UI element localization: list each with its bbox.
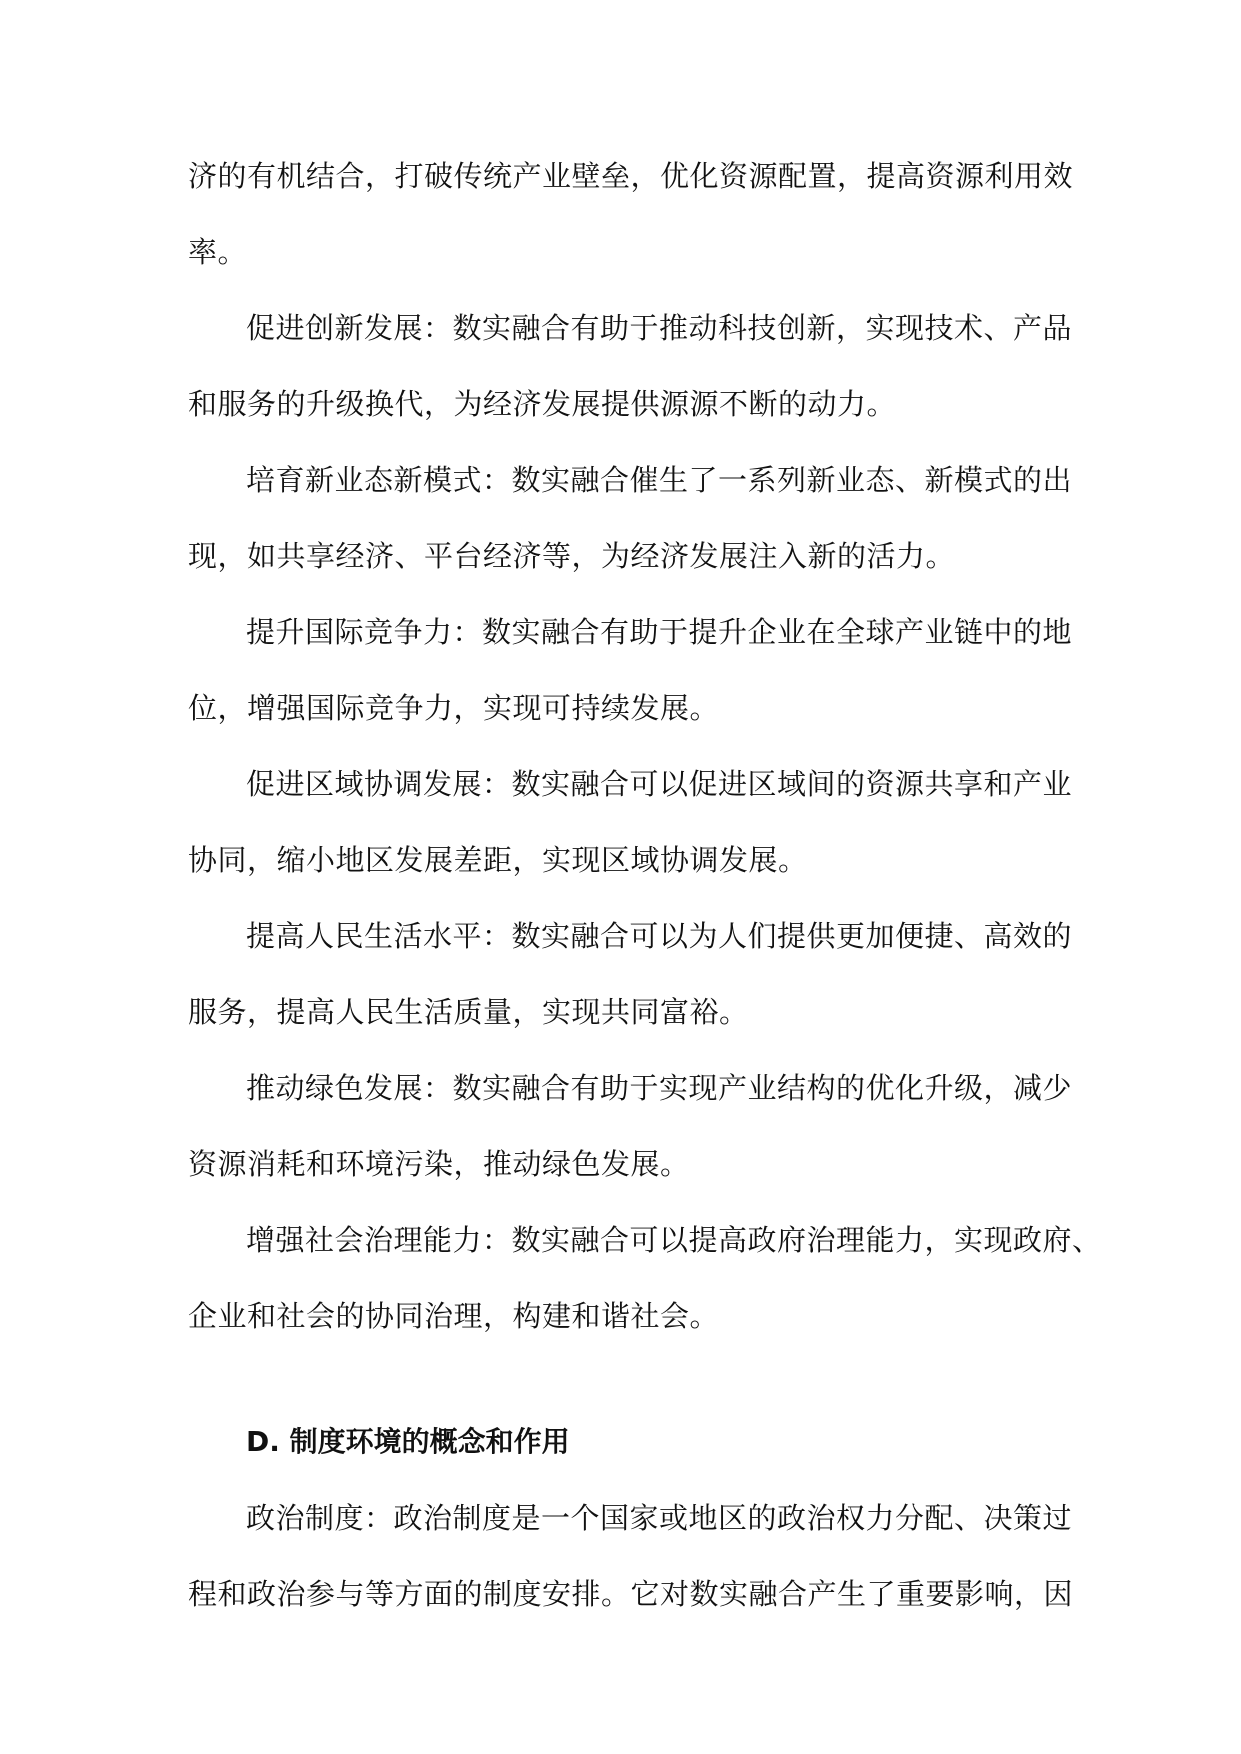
section-spacer [188, 1354, 1058, 1404]
section-paragraph-line-2: 程和政治参与等方面的制度安排。它对数实融合产生了重要影响，因 [188, 1577, 1074, 1611]
paragraph-6-line-1: 推动绿色发展：数实融合有助于实现产业结构的优化升级，减少 [246, 1071, 1073, 1105]
paragraph-7-line-2: 企业和社会的协同治理，构建和谐社会。 [188, 1299, 720, 1333]
section-heading: D. 制度环境的概念和作用 [246, 1425, 570, 1458]
paragraph-3-line-1: 提升国际竞争力：数实融合有助于提升企业在全球产业链中的地 [246, 615, 1073, 649]
paragraph-intro-line-2: 率。 [188, 235, 248, 269]
paragraph-1-line-1: 促进创新发展：数实融合有助于推动科技创新，实现技术、产品 [246, 311, 1073, 345]
paragraph-1-line-2: 和服务的升级换代，为经济发展提供源源不断的动力。 [188, 387, 897, 421]
paragraph-4-line-2: 协同，缩小地区发展差距，实现区域协调发展。 [188, 843, 808, 877]
paragraph-5-line-1: 提高人民生活水平：数实融合可以为人们提供更加便捷、高效的 [246, 919, 1073, 953]
paragraph-2-line-1: 培育新业态新模式：数实融合催生了一系列新业态、新模式的出 [246, 463, 1073, 497]
section-paragraph-line-1: 政治制度：政治制度是一个国家或地区的政治权力分配、决策过 [246, 1501, 1073, 1535]
paragraph-4-line-1: 促进区域协调发展：数实融合可以促进区域间的资源共享和产业 [246, 767, 1073, 801]
paragraph-2-line-2: 现，如共享经济、平台经济等，为经济发展注入新的活力。 [188, 539, 956, 573]
document-body [188, 138, 1102, 1632]
paragraph-7-line-1: 增强社会治理能力：数实融合可以提高政府治理能力，实现政府、 [246, 1223, 1102, 1257]
paragraph-3-line-2: 位，增强国际竞争力，实现可持续发展。 [188, 691, 720, 725]
paragraph-5-line-2: 服务，提高人民生活质量，实现共同富裕。 [188, 995, 749, 1029]
paragraph-intro-line-1: 济的有机结合，打破传统产业壁垒，优化资源配置，提高资源利用效 [188, 159, 1074, 193]
paragraph-6-line-2: 资源消耗和环境污染，推动绿色发展。 [188, 1147, 690, 1181]
